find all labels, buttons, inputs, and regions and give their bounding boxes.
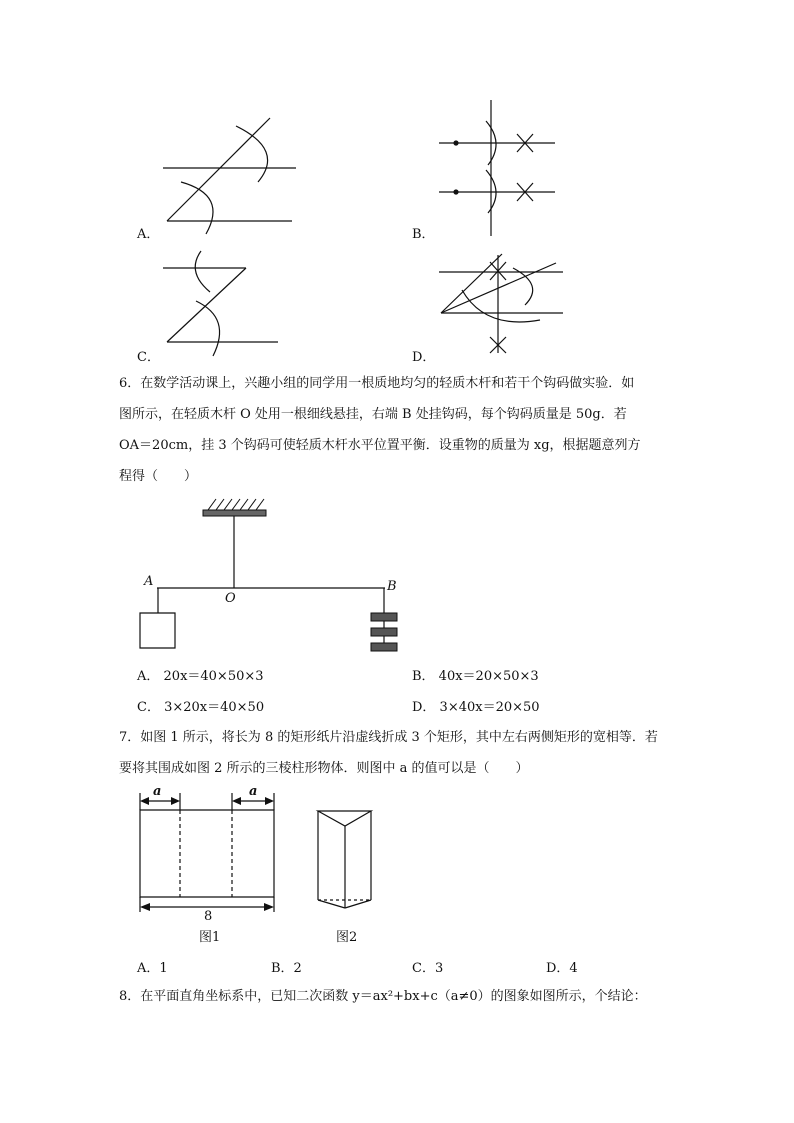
question-8-text [119,981,699,1012]
q6-line-4: 程得（ ） [119,469,198,484]
q7-line-2: 要将其围成如图 2 所示的三棱柱形物体．则图中 a 的值可以是（ ） [119,761,529,776]
dim-a-right: a [249,784,258,799]
q8-line-1: 8．在平面直角坐标系中，已知二次函数 y＝ax²+bx+c（a≠0）的图象如图所示，个结论： [119,989,647,1004]
q6-option-d: D． 3×40x＝20×50 [412,700,540,715]
dim-length: 8 [204,909,213,924]
q7-line-1: 7．如图 1 所示，将长为 8 的矩形纸片沿虚线折成 3 个矩形，其中左右两侧矩形的宽相等．若 [119,730,658,745]
point-b-label: B [387,579,397,594]
q7-option-a: A．1 [137,961,168,976]
dim-a-left: a [153,784,162,799]
q6-line-1: 6．在数学活动课上，兴趣小组的同学用一根质地均匀的轻质木杆和若干个钩码做实验．如 [119,376,635,391]
q7-option-d: D．4 [546,961,578,976]
q7-option-b: B．2 [271,961,302,976]
option-d-label: D． [412,350,436,365]
q6-line-3: OA＝20cm，挂 3 个钩码可使轻质木杆水平位置平衡．设重物的质量为 xg，根据题意列方 [119,438,641,453]
option-c-label: C． [137,350,160,365]
point-a-label: A [144,574,154,589]
option-a-label: A． [137,227,160,242]
q6-line-2: 图所示，在轻质木杆 O 处用一根细线悬挂，右端 B 处挂钩码，每个钩码质量是 50g．若 [119,407,627,422]
point-o-label: O [225,591,236,606]
q6-option-b: B． 40x＝20×50×3 [412,669,539,684]
option-b-label: B． [412,227,435,242]
q6-option-c: C． 3×20x＝40×50 [137,700,265,715]
figure-2-caption: 图2 [336,930,358,945]
q7-option-c: C．3 [412,961,444,976]
q6-option-a: A． 20x＝40×50×3 [137,669,264,684]
figure-1-caption: 图1 [199,930,221,945]
